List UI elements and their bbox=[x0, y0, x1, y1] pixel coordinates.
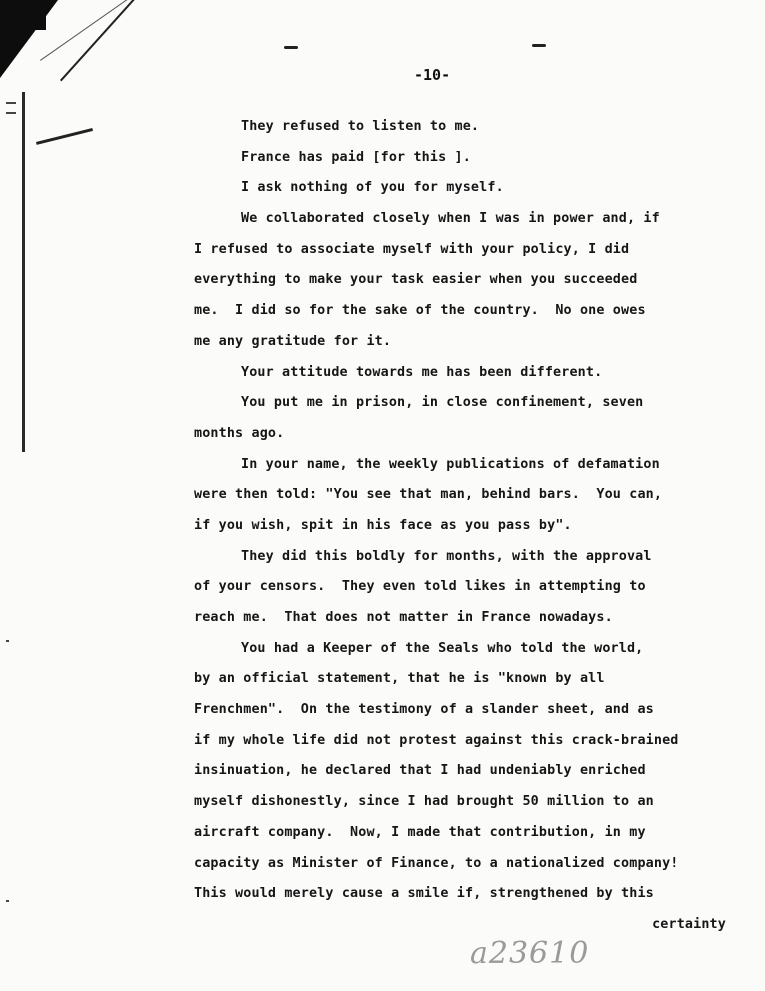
scan-streak bbox=[36, 128, 93, 145]
text-line: months ago. bbox=[194, 425, 285, 441]
text-line: insinuation, he declared that I had undeniably enriched bbox=[194, 763, 646, 779]
text-line: You put me in prison, in close confinement, seven bbox=[241, 395, 644, 411]
text-line: aircraft company. Now, I made that contribution, in my bbox=[194, 824, 646, 840]
text-line: France has paid [for this ]. bbox=[241, 149, 471, 165]
scan-dash bbox=[284, 46, 298, 49]
binding-edge-mark bbox=[22, 92, 25, 452]
text-line: everything to make your task easier when you succeeded bbox=[194, 272, 638, 288]
text-line: I ask nothing of you for myself. bbox=[241, 180, 504, 196]
body-text bbox=[194, 112, 754, 941]
scan-speck bbox=[6, 112, 16, 114]
scan-streak bbox=[60, 0, 168, 81]
text-line: myself dishonestly, since I had brought 50 million to an bbox=[194, 794, 654, 810]
text-line: We collaborated closely when I was in power and, if bbox=[241, 211, 660, 227]
text-line: They refused to listen to me. bbox=[241, 119, 480, 134]
text-line: This would merely cause a smile if, strengthened by this bbox=[194, 886, 654, 902]
text-line: Your attitude towards me has been different. bbox=[241, 364, 603, 380]
text-line: of your censors. They even told likes in attempting to bbox=[194, 579, 646, 595]
text-line: were then told: "You see that man, behind bars. You can, bbox=[194, 487, 663, 503]
text-line: capacity as Minister of Finance, to a nationalized company! bbox=[194, 855, 679, 871]
scan-corner-artifact-block bbox=[0, 0, 46, 30]
scan-speck bbox=[6, 102, 16, 104]
text-line: if my whole life did not protest against this crack-brained bbox=[194, 732, 679, 748]
text-line: by an official statement, that he is "known by all bbox=[194, 671, 605, 687]
scan-dash bbox=[532, 44, 546, 47]
scan-speck bbox=[6, 900, 9, 902]
catchword: certainty bbox=[652, 916, 726, 932]
text-line: In your name, the weekly publications of defamation bbox=[241, 456, 660, 472]
text-line: reach me. That does not matter in France nowadays. bbox=[194, 610, 613, 625]
text-line: You had a Keeper of the Seals who told the world, bbox=[241, 640, 644, 656]
page-number: -10- bbox=[414, 66, 451, 84]
text-line: They did this boldly for months, with the approval bbox=[241, 548, 652, 564]
text-line: me any gratitude for it. bbox=[194, 333, 392, 349]
text-line: if you wish, spit in his face as you pass by". bbox=[194, 517, 572, 533]
text-line: Frenchmen". On the testimony of a slander sheet, and as bbox=[194, 702, 654, 718]
text-line: I refused to associate myself with your policy, I did bbox=[194, 241, 630, 257]
handwritten-archive-number: a23610 bbox=[470, 936, 590, 971]
text-line: me. I did so for the sake of the country. No one owes bbox=[194, 303, 646, 319]
scan-speck bbox=[6, 640, 9, 642]
